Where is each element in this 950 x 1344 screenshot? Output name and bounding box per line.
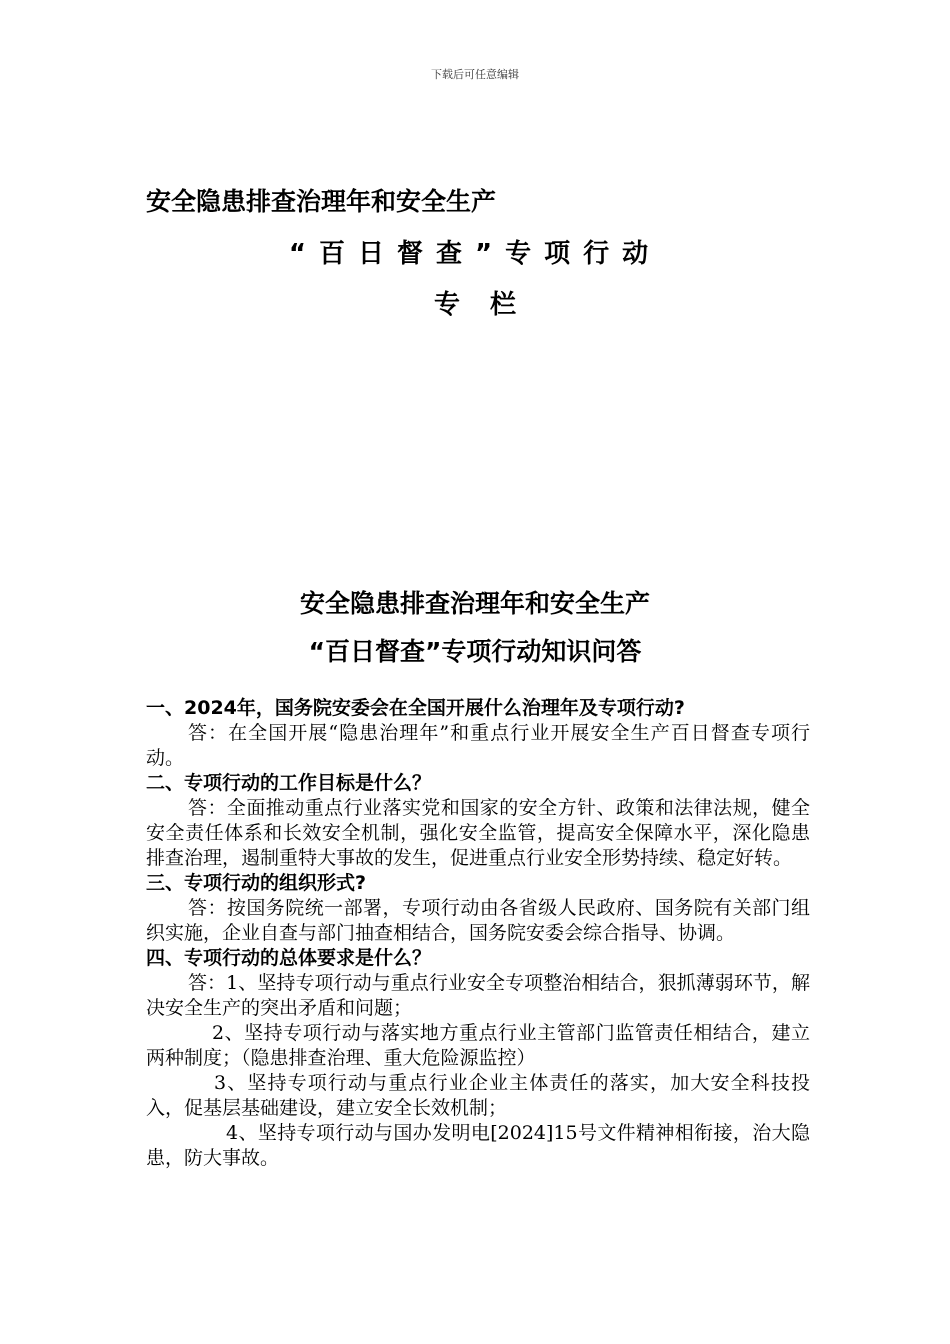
question-2: 二、专项行动的工作目标是什么？: [146, 772, 432, 794]
cover-title-line3: 专栏: [433, 290, 546, 320]
qa-section: [146, 696, 810, 1171]
cover-title-line2: “百日督查”专项行动: [288, 239, 662, 269]
question-4: 四、专项行动的总体要求是什么？: [146, 947, 432, 969]
answer-4-item-4: 4、坚持专项行动与国办发明电[2024]15号文件精神相衔接，治大隐患，防大事故。: [146, 1122, 810, 1169]
question-3: 三、专项行动的组织形式?: [146, 872, 367, 894]
answer-4-item-2: 2、坚持专项行动与落实地方重点行业主管部门监管责任相结合，建立两种制度；（隐患排查治理、重大危险源监控）: [146, 1022, 810, 1069]
qa-title-line2: “百日督查”专项行动知识问答: [308, 637, 642, 666]
qa-title-line1: 安全隐患排查治理年和安全生产: [299, 589, 650, 618]
cover-title-line1: 安全隐患排查治理年和安全生产: [146, 187, 497, 216]
answer-2: 答：全面推动重点行业落实党和国家的安全方针、政策和法律法规，健全安全责任体系和长效安全机制，强化安全监管，提高安全保障水平，深化隐患排查治理，遏制重特大事故的发生，促进重点行业安全形势持续、稳定好转。: [146, 797, 810, 869]
header-note: 下载后可任意编辑: [431, 68, 519, 81]
answer-1: 答：在全国开展“隐患治理年”和重点行业开展安全生产百日督查专项行动。: [146, 722, 810, 769]
answer-4-item-1: 答：1、坚持专项行动与重点行业安全专项整治相结合，狠抓薄弱环节，解决安全生产的突出矛盾和问题；: [146, 972, 810, 1019]
question-1: 一、2024年，国务院安委会在全国开展什么治理年及专项行动?: [146, 697, 685, 719]
answer-4-item-3: 3、坚持专项行动与重点行业企业主体责任的落实，加大安全科技投入，促基层基础建设，建立安全长效机制；: [146, 1072, 810, 1119]
answer-3: 答：按国务院统一部署，专项行动由各省级人民政府、国务院有关部门组织实施，企业自查与部门抽查相结合，国务院安委会综合指导、协调。: [146, 897, 810, 944]
